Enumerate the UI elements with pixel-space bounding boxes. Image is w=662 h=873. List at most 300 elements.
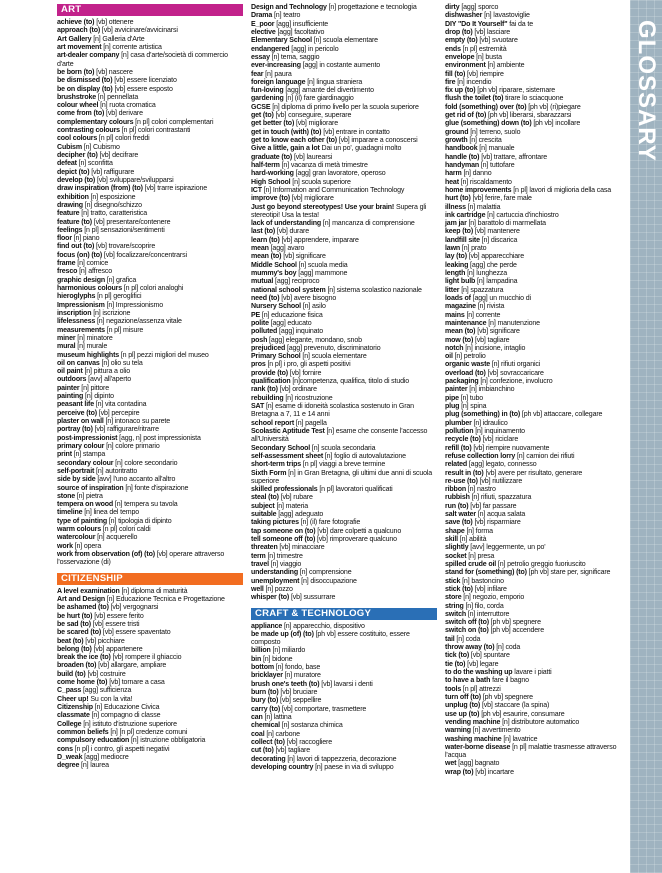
headword: rubbish <box>445 494 470 502</box>
headword: Nursery School <box>251 303 301 311</box>
glossary-entry <box>251 328 437 336</box>
glossary-entry <box>251 79 437 87</box>
glossary-entry <box>445 677 631 685</box>
glossary-entry <box>57 277 243 285</box>
definition: [agg] sporco <box>461 4 499 11</box>
headword: Primary School <box>251 353 301 361</box>
headword: short-term trips <box>251 461 302 469</box>
definition: Supera gli stereotipi! Usa la testa! <box>251 203 427 219</box>
headword: draw inspiration (from) (to) <box>57 185 143 193</box>
headword: jam jar <box>445 220 467 228</box>
glossary-entry <box>251 170 437 178</box>
headword: defeat <box>57 160 77 168</box>
glossary-entry <box>251 689 437 697</box>
glossary-entry <box>57 376 243 384</box>
headword: feature <box>57 210 80 218</box>
headword: be made up (of) (to) <box>251 630 314 638</box>
definition: [n] prato <box>461 245 487 253</box>
definition: [n] viaggio <box>270 560 302 568</box>
definition: [n] esposizione <box>90 193 136 201</box>
definition: [vb] infilare <box>474 585 507 593</box>
definition: [vb] avere per risultato, generare <box>485 469 583 477</box>
definition: [vb] rompere il ghiaccio <box>112 654 182 662</box>
definition: [agg] un mucchio di <box>472 294 531 302</box>
definition: [n] incendio <box>457 78 492 86</box>
definition: [vb] apprendere, imparare <box>281 236 359 244</box>
headword: learn (to) <box>251 236 280 244</box>
glossary-entry <box>57 712 243 720</box>
glossary-entry <box>57 518 243 526</box>
headword: skill <box>445 536 458 543</box>
headword: notch <box>445 344 464 352</box>
definition: [vb] costruire <box>87 670 126 678</box>
definition: [n] busta <box>476 53 502 61</box>
headword: posh <box>251 336 268 344</box>
glossary-entry <box>445 627 631 635</box>
headword: fear <box>251 70 264 78</box>
definition: [n] lampadina <box>477 278 518 286</box>
glossary-entry <box>445 586 631 594</box>
headword: to have a bath <box>445 677 491 685</box>
definition: [n] carbone <box>266 730 300 738</box>
glossary-entry <box>445 736 631 744</box>
glossary-entry <box>57 646 243 654</box>
definition: [n] scuola secondaria <box>311 444 376 452</box>
definition: [n pl] colori complementari <box>135 118 214 126</box>
glossary-entry <box>445 12 631 20</box>
headword: lifelessness <box>57 318 96 326</box>
glossary-entry <box>251 631 437 648</box>
glossary-entry <box>57 194 243 202</box>
definition: [n] spazzatura <box>461 286 504 294</box>
glossary-entry <box>251 62 437 70</box>
definition: [n] opera <box>74 542 102 550</box>
glossary-entry <box>251 569 437 577</box>
headword: classmate <box>57 712 90 720</box>
headword: depict (to) <box>57 168 90 176</box>
headword: litter <box>445 286 460 294</box>
definition: [n] teatro <box>274 12 301 20</box>
headword: envelope <box>445 53 475 61</box>
definition: [vb] trovare/scoprire <box>96 243 156 251</box>
glossary-entry <box>57 746 243 754</box>
definition: [n] Information and Communication Technology <box>263 186 405 194</box>
headword: measurements <box>57 326 105 334</box>
definition: [n pl] attrezzi <box>462 685 501 693</box>
definition: [ph vb] accendere <box>490 627 544 635</box>
definition: [vb] bruciare <box>280 689 318 696</box>
headword: mutual <box>251 278 274 286</box>
headword: fire <box>445 78 456 86</box>
definition: [vb] riciclare <box>482 436 519 444</box>
headword: develop (to) <box>57 176 96 184</box>
glossary-entry <box>251 561 437 569</box>
glossary-entry <box>251 4 437 12</box>
headword: store <box>445 594 462 602</box>
glossary-entry <box>251 21 437 29</box>
glossary-entry <box>445 478 631 486</box>
headword: spilled crude oil <box>445 560 497 568</box>
definition: [vb] migliorare <box>295 120 338 128</box>
headword: break the ice (to) <box>57 654 111 662</box>
definition: [vb] riempire <box>467 70 504 78</box>
headword: tick (to) <box>445 652 470 660</box>
headword: Give a little, gain a lot <box>251 145 320 153</box>
headword: use up (to) <box>445 710 480 718</box>
glossary-entry <box>57 177 243 185</box>
glossary-entry <box>445 744 631 761</box>
definition: [n] lavori di tappezzeria, decorazione <box>287 755 397 763</box>
glossary-entry <box>57 144 243 152</box>
headword: art-dealer company <box>57 52 120 60</box>
definition: [n] interruttore <box>467 610 510 618</box>
definition: [vb] avvicinare/avvicinarsi <box>101 27 178 35</box>
definition: [avv] leggermente, un po' <box>470 544 546 552</box>
glossary-entry <box>445 54 631 62</box>
glossary-entry <box>251 345 437 353</box>
definition: [agg] amante del divertimento <box>285 87 374 95</box>
definition: [n] cartuccia d'inchiostro <box>487 211 559 219</box>
glossary-entry <box>251 428 437 445</box>
headword: bottom <box>251 664 274 672</box>
glossary-entry <box>251 104 437 112</box>
glossary-entry <box>445 619 631 627</box>
definition: [vb] sussurrare <box>290 594 336 602</box>
definition: [n] terreno, suolo <box>470 128 521 136</box>
definition: [vb] trattare, affrontare <box>481 153 548 161</box>
headword: Cubism <box>57 143 82 151</box>
glossary-entry <box>251 544 437 552</box>
glossary-entry <box>445 536 631 544</box>
glossary-entry <box>251 295 437 303</box>
headword: refill (to) <box>445 444 472 452</box>
glossary-entry <box>251 536 437 544</box>
glossary-entry <box>57 302 243 310</box>
headword: be on display (to) <box>57 85 113 93</box>
headword: mow (to) <box>445 336 474 344</box>
headword: lawn <box>445 245 461 253</box>
definition: [n] acqua salata <box>477 511 526 519</box>
glossary-entry <box>251 656 437 664</box>
glossary-entry <box>445 511 631 519</box>
glossary-entry <box>57 335 243 343</box>
headword: school report <box>251 419 295 427</box>
headword: rebuilding <box>251 394 284 402</box>
definition: [vb] decifrare <box>99 152 139 159</box>
definition: [n] coda <box>496 644 521 652</box>
headword: frame <box>57 260 76 268</box>
headword: portray (to) <box>57 426 93 434</box>
definition: [avv] all'aperto <box>88 376 131 384</box>
headword: C_pass <box>57 687 82 695</box>
glossary-entry <box>57 27 243 35</box>
glossary-entry <box>445 528 631 536</box>
definition: [agg] in costante aumento <box>302 62 381 70</box>
headword: side by side <box>57 476 96 484</box>
glossary-entry <box>57 110 243 118</box>
definition: [n] (il) fare giardinaggio <box>285 95 354 103</box>
headword: wrap (to) <box>445 768 474 776</box>
headword: self-portrait <box>57 467 95 475</box>
definition: [agg] reciproco <box>275 278 320 286</box>
definition: [n] bidone <box>262 655 293 663</box>
definition: [n] affresco <box>79 268 113 276</box>
headword: be sad (to) <box>57 620 91 628</box>
definition: [n] dipinto <box>85 393 114 401</box>
definition: [n] presa <box>468 552 495 560</box>
headword: ink cartridge <box>445 211 486 219</box>
headword: fix up (to) <box>445 87 476 95</box>
glossary-entry <box>251 664 437 672</box>
definition: [n] pagella <box>295 419 327 427</box>
glossary-entry <box>57 293 243 301</box>
definition: [n] lingua straniera <box>307 78 363 86</box>
definition: [ph vb] attaccare, collegare <box>521 411 603 419</box>
glossary-entry <box>57 285 243 293</box>
glossary-entry <box>445 112 631 120</box>
headword: magazine <box>445 303 476 311</box>
glossary-entry <box>57 44 243 52</box>
glossary-entry <box>445 519 631 527</box>
definition: [ph vb] incollare <box>533 120 581 128</box>
glossary-entry <box>57 86 243 94</box>
definition: [n] compagno di classe <box>91 712 161 720</box>
glossary-entry <box>251 697 437 705</box>
definition: [vb] essere licenziato <box>114 77 177 85</box>
glossary-entry <box>445 436 631 444</box>
definition: [n] olio su tela <box>101 359 143 367</box>
headword: essay <box>251 53 270 61</box>
glossary-entry <box>445 87 631 95</box>
headword: get rid of (to) <box>445 112 487 120</box>
definition: [vb] dare colpetti a qualcuno <box>317 527 402 535</box>
glossary-entry <box>445 420 631 428</box>
glossary-entry <box>57 219 243 227</box>
glossary-entry <box>251 519 437 527</box>
definition: [n] lattina <box>264 713 292 721</box>
glossary-entry <box>251 204 437 221</box>
definition: [n] intonaco su parete <box>105 418 170 425</box>
glossary-entry <box>251 594 437 602</box>
headword: foreign language <box>251 78 306 86</box>
headword: Middle School <box>251 261 297 269</box>
headword: drawing <box>57 201 83 209</box>
definition: [ph vb] spegnere <box>490 619 541 627</box>
glossary-entry <box>445 769 631 777</box>
headword: overload (to) <box>445 369 486 377</box>
headword: oil paint <box>57 368 83 376</box>
definition: [n] fonte d'ispirazione <box>125 484 189 492</box>
glossary-entry <box>57 102 243 110</box>
definition: [vb] rubare <box>280 494 313 502</box>
glossary-entry <box>57 185 243 193</box>
glossary-entry <box>251 453 437 461</box>
glossary-entry <box>57 662 243 670</box>
definition: [vb] ottenere <box>96 19 134 26</box>
definition: [n] istituto d'istruzione superiore <box>83 720 177 728</box>
glossary-entry <box>445 411 631 419</box>
headword: inscription <box>57 309 92 317</box>
definition: [vb] migliorare <box>291 195 334 203</box>
definition: [vb] focalizzare/concentrarsi <box>103 251 187 259</box>
headword: salt water <box>445 511 477 519</box>
headword: degree <box>57 762 80 770</box>
glossary-entry <box>251 312 437 320</box>
headword: pollution <box>445 427 474 435</box>
definition: [n] (il) fare fotografie <box>300 519 361 527</box>
definition: fai da te <box>509 20 533 28</box>
definition: [n pl] lavori di miglioria della casa <box>513 186 612 194</box>
definition: [n] fondo, base <box>275 664 321 672</box>
headword: SAT <box>251 403 265 410</box>
glossary-entry <box>445 170 631 178</box>
definition: [vb] imparare a conoscersi <box>338 137 418 144</box>
headword: recycle (to) <box>445 436 481 444</box>
headword: DIY "Do It Yourself" <box>445 20 508 28</box>
headword: painter <box>445 386 468 394</box>
definition: [n] camion dei rifiuti <box>517 452 575 460</box>
headword: heat <box>445 178 459 186</box>
glossary-entry <box>57 36 243 44</box>
glossary-entry <box>57 526 243 534</box>
glossary-entry <box>251 672 437 680</box>
glossary-entry <box>57 476 243 484</box>
glossary-entry <box>251 747 437 755</box>
definition: [agg] sufficienza <box>82 687 132 695</box>
headword: gardening <box>251 95 284 103</box>
headword: unemployment <box>251 577 300 585</box>
definition: [n] filo, corda <box>465 602 504 610</box>
glossary-entry <box>251 395 437 403</box>
headword: taking pictures <box>251 519 299 527</box>
definition: [n] Galleria d'Arte <box>93 35 145 43</box>
glossary-entry <box>445 503 631 511</box>
headword: bin <box>251 655 262 663</box>
headword: fold (something) over (to) <box>445 103 527 111</box>
headword: graduate (to) <box>251 153 293 161</box>
definition: [n] abilità <box>459 536 487 543</box>
headword: polluted <box>251 328 278 336</box>
definition: [n] tratto, caratteristica <box>81 210 148 218</box>
definition: [vb] legare <box>467 660 499 668</box>
glossary-entry <box>251 445 437 453</box>
glossary-entry <box>445 370 631 378</box>
headword: refuse collection lorry <box>445 452 516 460</box>
definition: [n] apparecchio, dispositivo <box>283 622 365 630</box>
glossary-entry <box>251 154 437 162</box>
glossary-entry <box>251 370 437 378</box>
definition: [n] sistema scolastico nazionale <box>327 286 422 294</box>
headword: Design and Technology <box>251 4 327 11</box>
glossary-entry <box>251 503 437 511</box>
glossary-entry <box>251 706 437 714</box>
headword: be hurt (to) <box>57 612 93 620</box>
glossary-column-2 <box>251 4 437 772</box>
glossary-entry <box>445 228 631 236</box>
definition: [n pl] malattie trasmesse attraverso l'acqua <box>445 743 617 760</box>
definition: [vb] vergognarsi <box>110 604 159 612</box>
headword: plaster on wall <box>57 418 104 425</box>
glossary-entry <box>445 104 631 112</box>
headword: build (to) <box>57 670 86 678</box>
headword: graphic design <box>57 276 106 284</box>
glossary-entry <box>251 287 437 295</box>
definition: [vb] lavarsi i denti <box>321 680 373 688</box>
definition: [n] rivista <box>477 303 505 311</box>
headword: home improvements <box>445 186 512 194</box>
glossary-entry <box>445 46 631 54</box>
headword: approach (to) <box>57 27 101 35</box>
definition: tirare lo sciacquone <box>505 95 564 103</box>
definition: [n] avvertimento <box>472 727 521 735</box>
definition: [n] autoritratto <box>96 467 138 475</box>
glossary-entry <box>445 611 631 619</box>
glossary-entry <box>445 195 631 203</box>
section-header: CITIZENSHIP <box>57 573 243 585</box>
definition: [n] inquinamento <box>475 427 525 435</box>
definition: [n] negozio, emporio <box>463 594 525 602</box>
definition: [n pl] colori contrastanti <box>121 127 191 135</box>
definition: [n] colore primario <box>106 442 160 450</box>
glossary-entry <box>57 210 243 218</box>
definition: [ph vb] essere costituito, essere composto <box>251 630 410 647</box>
definition: [agg] elegante, mondano, snob <box>269 336 362 344</box>
definition: [n] pennellata <box>97 93 139 101</box>
definition: [n] Impressionismo <box>106 301 164 309</box>
headword: maintenance <box>445 319 487 327</box>
glossary-entry <box>251 270 437 278</box>
glossary-entry <box>445 137 631 145</box>
definition: [vb] avere bisogno <box>281 294 337 302</box>
definition: [ph vb] liberarsi, sbarazzarsi <box>488 112 572 120</box>
glossary-entry <box>57 493 243 501</box>
glossary-entry <box>251 37 437 45</box>
headword: stand for (something) (to) <box>445 569 527 577</box>
glossary-entry <box>445 145 631 153</box>
definition: [n pl] colori freddi <box>98 135 150 143</box>
headword: understanding <box>251 569 298 577</box>
definition: [vb] essere ferito <box>94 612 144 620</box>
glossary-column-1 <box>57 4 243 771</box>
glossary-entry <box>251 578 437 586</box>
headword: primary colour <box>57 442 105 450</box>
definition: [n] discarica <box>481 236 518 244</box>
definition: [n pl] lavoratori qualificati <box>319 486 393 494</box>
glossary-entry <box>445 702 631 710</box>
glossary-entry <box>445 661 631 669</box>
glossary-entry <box>445 494 631 502</box>
glossary-entry <box>445 253 631 261</box>
headword: source of inspiration <box>57 484 124 492</box>
definition: [n] [n pl] credenze comuni <box>110 728 188 736</box>
headword: tempera on wood <box>57 501 114 509</box>
glossary-entry <box>57 629 243 637</box>
headword: elective <box>251 28 276 36</box>
glossary-entry <box>57 671 243 679</box>
glossary-entry <box>57 69 243 77</box>
definition: [n] incisione, intaglio <box>465 344 526 352</box>
headword: to do the washing up <box>445 669 513 676</box>
headword: achieve (to) <box>57 19 95 26</box>
glossary-entry <box>251 320 437 328</box>
definition: [n] in Gran Bretagna, gli ultimi due anni di scuola superiore <box>251 469 433 485</box>
glossary-entry <box>445 303 631 311</box>
headword: developing country <box>251 763 314 771</box>
headword: handbook <box>445 145 478 153</box>
glossary-entry <box>251 187 437 195</box>
definition: [n] petrolio <box>454 353 486 361</box>
definition: [agg] inquinato <box>279 328 324 336</box>
